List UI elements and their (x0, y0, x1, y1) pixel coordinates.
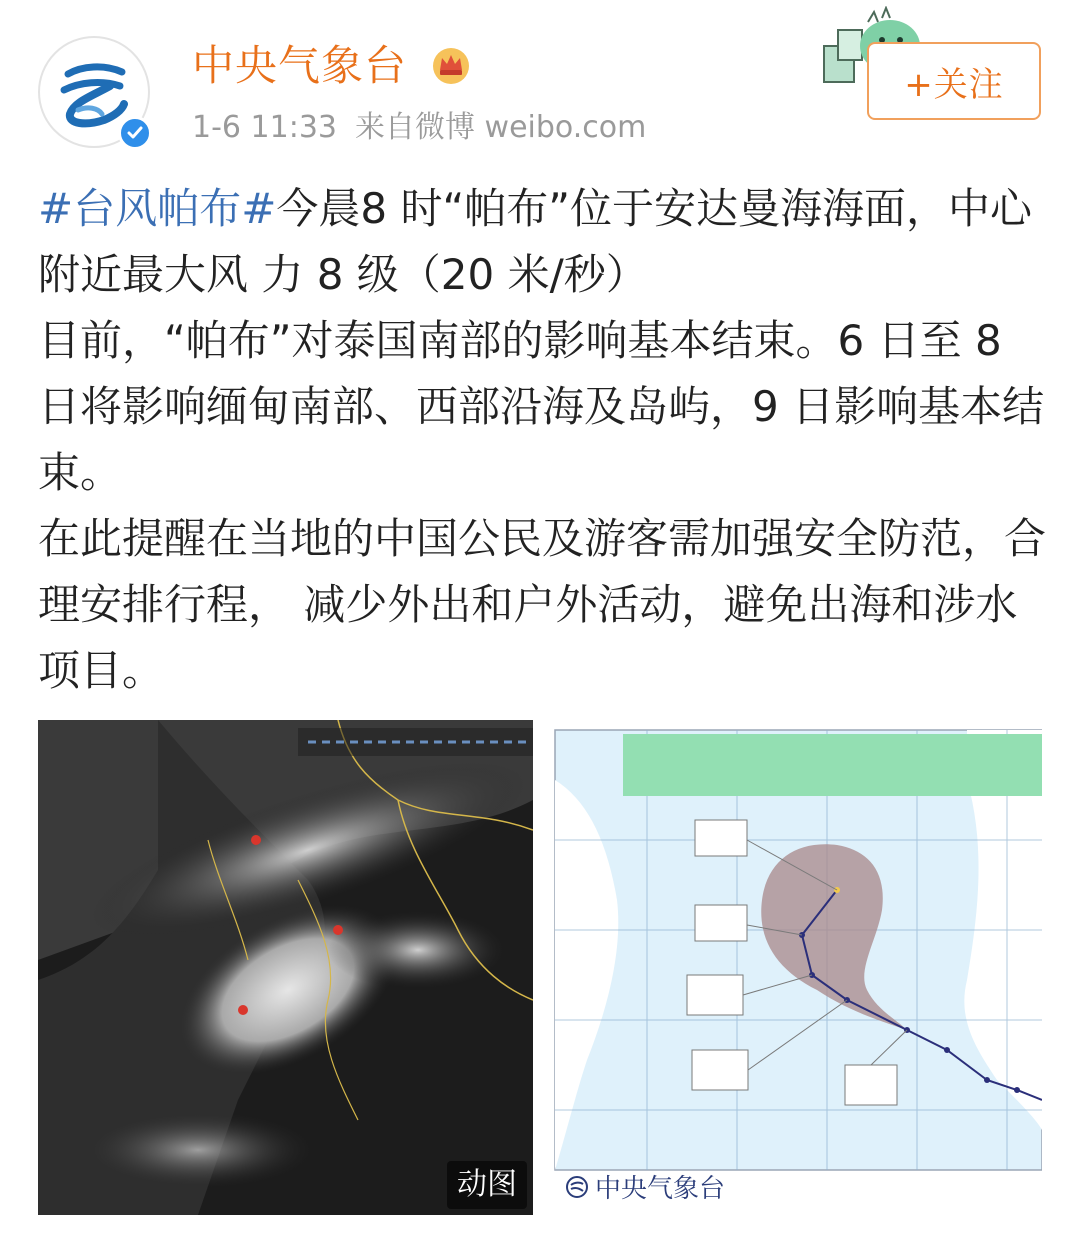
crown-icon (430, 44, 472, 86)
follow-button[interactable]: +关注 (867, 42, 1041, 120)
post-paragraph-3: 在此提醒在当地的中国公民及游客需加强安全防范，合理安排行程， 减少外出和户外活动，避免出海和涉水项目。 (38, 514, 1047, 695)
username[interactable]: 中央气象台 (192, 41, 408, 90)
map-title-banner (623, 734, 1042, 796)
verified-badge-icon (118, 116, 152, 150)
post-paragraph-1: #台风帕布#今晨8 时“帕布”位于安达曼海海面，中心附近最大风 力 8 级（20 米/秒） (38, 184, 1032, 299)
post-content (38, 176, 1048, 704)
map-footer-label: 中央气象台 (595, 1174, 726, 1204)
satellite-image[interactable] (38, 720, 533, 1215)
gif-badge: 动图 (447, 1161, 527, 1209)
map-footer (565, 1168, 725, 1205)
satellite-cloud-image (38, 720, 533, 1215)
post-source: 来自微博 weibo.com (355, 110, 647, 145)
hashtag-link[interactable]: #台风帕布# (38, 184, 277, 233)
post-meta (192, 108, 664, 148)
post-timestamp: 1-6 11:33 (192, 110, 337, 145)
post-paragraph-2: 目前，“帕布”对泰国南部的影响基本结束。6 日至 8 日将影响缅甸南部、西部沿海及岛屿，9 日影响基本结束。 (38, 316, 1045, 497)
cma-small-logo-icon (565, 1175, 589, 1199)
forecast-map-image[interactable] (547, 720, 1042, 1215)
